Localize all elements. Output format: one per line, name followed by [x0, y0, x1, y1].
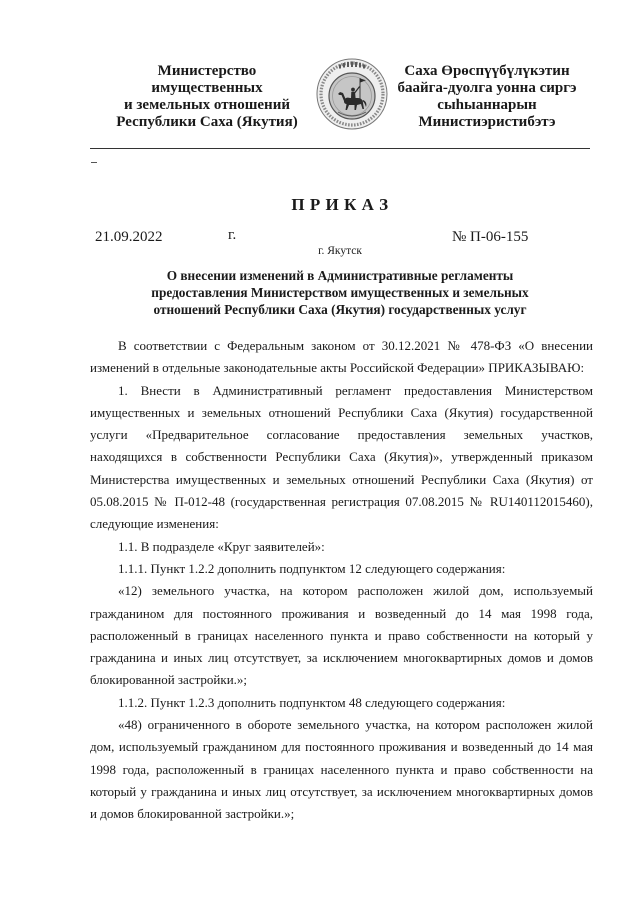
order-body: [90, 335, 593, 826]
paragraph-line: имущественных и земельных отношений Республики Саха (Якутия) государственной: [90, 404, 593, 420]
ministry-name-ru-line: Республики Саха (Якутия): [116, 114, 298, 130]
order-heading: [90, 267, 590, 318]
ministry-name-ru-line: и земельных отношений: [124, 97, 290, 113]
paragraph-line: находящихся в собственности Республики Саха (Якутия)», утвержденный приказом: [90, 449, 593, 465]
paragraph-line: Министерства имущественных и земельных отношений Республики Саха (Якутия) от: [90, 471, 593, 487]
paragraph-line: следующие изменения:: [90, 516, 219, 532]
paragraph-subitem-12: [90, 580, 593, 691]
document-type-title: П Р И К А З: [291, 195, 389, 214]
paragraph-line: гражданином для постоянного проживания и возведенный до 14 мая 1998 года,: [90, 605, 593, 621]
ministry-name-sah-line: Саха Өрөспүүбүлүкэтин: [404, 63, 570, 79]
ministry-name-sah: [380, 63, 594, 131]
ministry-name-ru-line: Министерство: [157, 63, 257, 79]
paragraph-line: 1.1.2. Пункт 1.2.3 дополнить подпунктом 48 следующего содержания:: [118, 694, 506, 710]
paragraph-line: 1.1. В подразделе «Круг заявителей»:: [118, 538, 325, 554]
paragraph-line: дом, используемый гражданином для постоянного проживания и возведенный до 14 мая: [90, 739, 593, 755]
ministry-name-ru: [100, 63, 314, 131]
order-heading-line: предоставления Министерством имущественных и земельных: [151, 285, 529, 300]
paragraph-subitem-48: [90, 714, 593, 825]
paragraph-line: 1998 года, расположенный в границах населенного пункта и право собственности на: [90, 761, 593, 777]
ministry-name-sah-line: сыһыаннарын: [437, 97, 537, 113]
ministry-name-sah-line: Министиэристибэтэ: [418, 114, 556, 130]
paragraph-item-1: [90, 380, 593, 536]
paragraph-line: и домов блокированной застройки.»;: [90, 806, 295, 822]
paragraph-line: В соответствии с Федеральным законом от 30.12.2021 № 478-ФЗ «О внесении: [118, 338, 593, 353]
letterhead-divider: [90, 148, 590, 149]
order-date: 21.09.2022: [95, 229, 163, 245]
paragraph-line: гражданина и иных лиц отсутствует, за исключением многоквартирных домов и домов: [90, 650, 593, 666]
paragraph-line: изменений в отдельные законодательные акты Российской Федерации» ПРИКАЗЫВАЮ:: [90, 360, 585, 376]
paragraph-preamble: [90, 335, 593, 380]
paragraph-line: расположенный в границах населенного пункта и право собственности на который у: [90, 627, 593, 643]
paragraph-line: 1. Внести в Административный регламент предоставления Министерством: [118, 382, 593, 398]
order-city: г. Якутск: [318, 245, 362, 257]
order-heading-line: О внесении изменений в Административные регламенты: [166, 268, 514, 283]
coat-of-arms-icon: [316, 58, 388, 130]
paragraph-line: «48) ограниченного в обороте земельного участка, на котором расположен жилой: [118, 717, 593, 733]
paragraph-line: 05.08.2015 № П-012-48 (государственная регистрация 07.08.2015 № RU140112015460),: [90, 494, 593, 510]
margin-mark: [91, 162, 97, 163]
order-heading-line: отношений Республики Саха (Якутия) государственных услуг: [153, 302, 527, 317]
paragraph-item-1-1: [90, 536, 593, 558]
paragraph-line: услуги «Предварительное согласование предоставления земельных участков,: [90, 427, 593, 443]
paragraph-item-1-1-1: [90, 558, 593, 580]
paragraph-line: блокированной застройки.»;: [90, 672, 248, 688]
ministry-name-sah-line: баайга-дуолга уонна сиргэ: [397, 80, 577, 96]
paragraph-line: который у гражданина и иных лиц отсутствует, за исключением многоквартирных домов: [90, 783, 593, 799]
order-year-suffix: г.: [228, 227, 237, 243]
ministry-name-ru-line: имущественных: [151, 80, 263, 96]
paragraph-line: 1.1.1. Пункт 1.2.2 дополнить подпунктом 12 следующего содержания:: [118, 560, 506, 576]
paragraph-item-1-1-2: [90, 692, 593, 714]
paragraph-line: «12) земельного участка, на котором расположен жилой дом, используемый: [118, 583, 593, 599]
order-number: № П-06-155: [452, 229, 529, 245]
